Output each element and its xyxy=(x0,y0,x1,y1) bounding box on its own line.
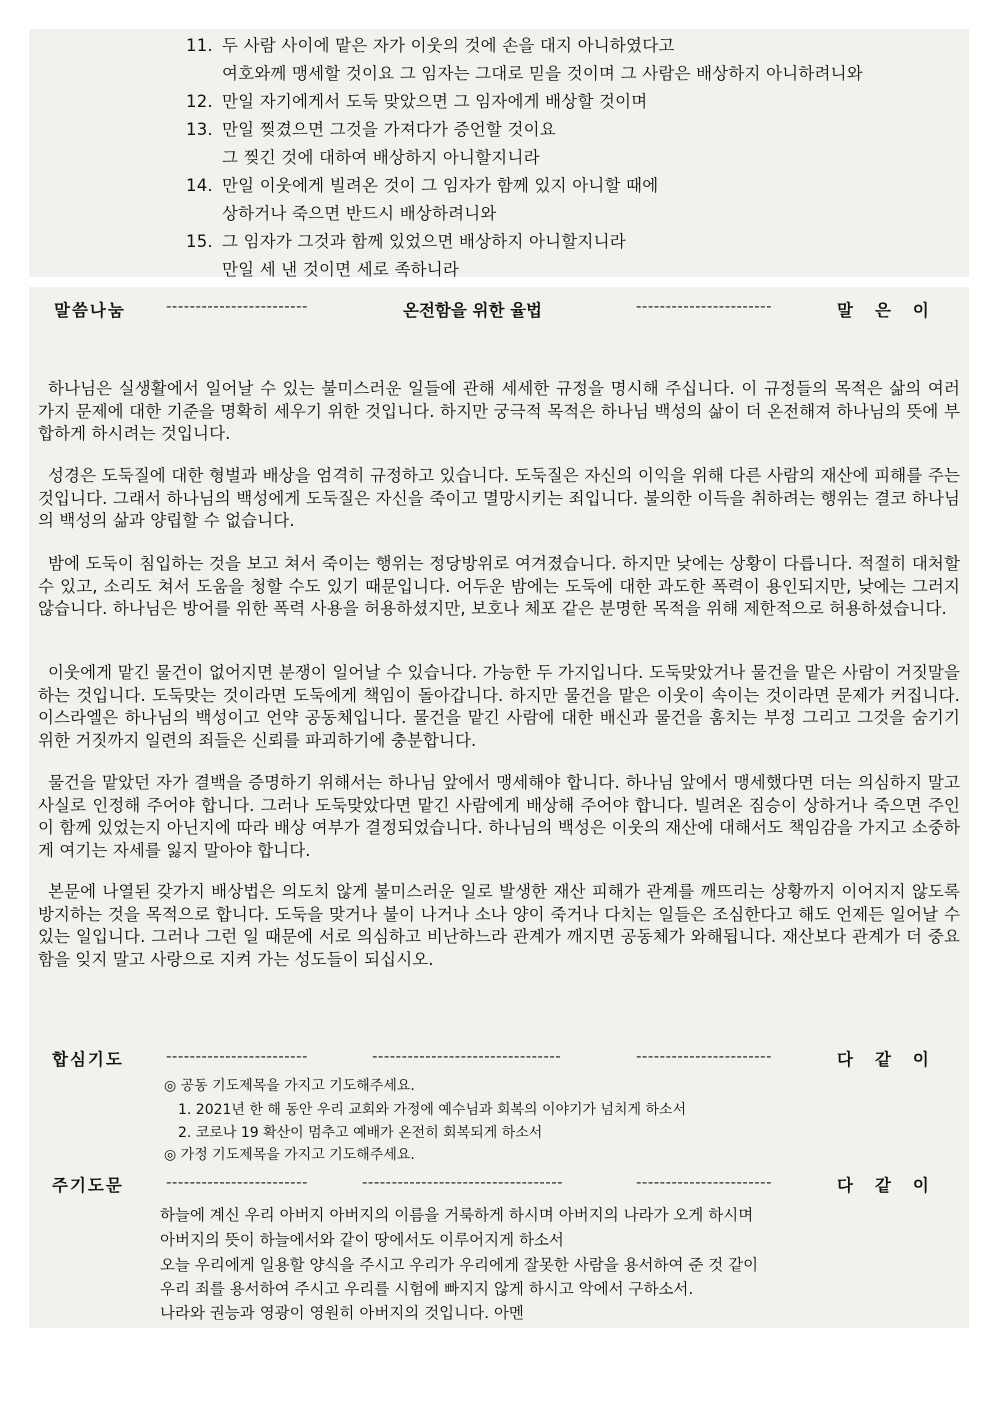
lords-prayer-dash-1: ------------------------ xyxy=(166,1173,308,1191)
sermon-title: 온전함을 위한 율법 xyxy=(403,301,543,320)
verse-11-line-2: 여호와께 맹세할 것이요 그 임자는 그대로 믿을 것이며 그 사람은 배상하지 아니하려니와 xyxy=(222,64,863,83)
lords-prayer-who: 다같이 xyxy=(837,1176,951,1195)
lords-prayer-dash-2: ---------------------------------- xyxy=(362,1173,564,1191)
hapsim-label: 합심기도 xyxy=(52,1050,124,1069)
sermon-paragraph-2: 성경은 도둑질에 대한 형벌과 배상을 엄격히 규정하고 있습니다. 도둑질은 자신의 이익을 위해 다른 사람의 재산에 피해를 주는 것입니다. 그래서 하나님의 백성에게 도둑질은 자신을 죽이고 멸망시키는 죄입니다. 불의한 이득을 취하려는 행위는 결코 하나님의 백성의 삶과 양립할 수 없습니다. xyxy=(38,466,960,530)
lords-prayer-line-2: 아버지의 뜻이 하늘에서와 같이 땅에서도 이루어지게 하소서 xyxy=(160,1231,564,1249)
prayer-topic-2: 2. 코로나 19 확산이 멈추고 예배가 온전히 회복되게 하소서 xyxy=(178,1125,543,1141)
sermon-label: 말씀나눔 xyxy=(54,301,126,320)
scripture-panel xyxy=(29,29,969,277)
lords-prayer-line-1: 하늘에 계신 우리 아버지 아버지의 이름을 거룩하게 하시며 아버지의 나라가 오게 하시며 xyxy=(160,1206,754,1224)
prayer-topic-heading-common: ◎ 공동 기도제목을 가지고 기도해주세요. xyxy=(164,1078,415,1094)
sermon-speaker: 말은이 xyxy=(837,301,951,320)
prayer-topic-1: 1. 2021년 한 해 동안 우리 교회와 가정에 예수님과 회복의 이야기가 넘치게 하소서 xyxy=(178,1102,687,1118)
lords-prayer-line-5: 나라와 권능과 영광이 영원히 아버지의 것입니다. 아멘 xyxy=(160,1304,524,1322)
lords-prayer-dash-3: ----------------------- xyxy=(636,1173,772,1191)
lords-prayer-line-4: 우리 죄를 용서하여 주시고 우리를 시험에 빠지지 않게 하시고 악에서 구하소서. xyxy=(160,1280,694,1298)
hapsim-dash-2: -------------------------------- xyxy=(372,1047,562,1065)
verse-15-line-1: 15. 그 임자가 그것과 함께 있었으면 배상하지 아니할지니라 xyxy=(186,232,626,251)
sermon-panel xyxy=(29,287,969,1328)
verse-12-line-1: 12. 만일 자기에게서 도둑 맞았으면 그 임자에게 배상할 것이며 xyxy=(186,92,648,111)
sermon-paragraph-3: 밤에 도둑이 침입하는 것을 보고 쳐서 죽이는 행위는 정당방위로 여겨졌습니다. 하지만 낮에는 상황이 다릅니다. 적절히 대처할 수 있고, 소리도 쳐서 도움을 청할 수도 있기 때문입니다. 어두운 밤에는 도둑에 대한 과도한 폭력이 용인되지만, 낮에는 그러지 않습니다. 하나님은 방어를 위한 폭력 사용을 허용하셨지만, 보호나 체포 같은 분명한 목적을 위해 제한적으로 허용하셨습니다. xyxy=(38,554,960,618)
verse-13-line-1: 13. 만일 찢겼으면 그것을 가져다가 증언할 것이요 xyxy=(186,120,556,139)
hapsim-dash-3: ----------------------- xyxy=(636,1047,772,1065)
sermon-dash-right: ----------------------- xyxy=(636,297,772,315)
verse-11-line-1: 11. 두 사람 사이에 맡은 자가 이웃의 것에 손을 대지 아니하였다고 xyxy=(186,36,675,55)
lords-prayer-line-3: 오늘 우리에게 일용할 양식을 주시고 우리가 우리에게 잘못한 사람을 용서하여 준 것 같이 xyxy=(160,1256,759,1274)
verse-14-line-2: 상하거나 죽으면 반드시 배상하려니와 xyxy=(222,204,497,223)
sermon-dash-left: ------------------------ xyxy=(166,297,308,315)
hapsim-who: 다같이 xyxy=(837,1050,951,1069)
lords-prayer-label: 주기도문 xyxy=(52,1176,124,1195)
hapsim-dash-1: ------------------------ xyxy=(166,1047,308,1065)
sermon-paragraph-5: 물건을 맡았던 자가 결백을 증명하기 위해서는 하나님 앞에서 맹세해야 합니다. 하나님 앞에서 맹세했다면 더는 의심하지 말고 사실로 인정해 주어야 합니다. 그러나 도둑맞았다면 맡긴 사람에게 배상해 주어야 합니다. 빌려온 짐승이 상하거나 죽으면 주인이 함께 있었는지 아닌지에 따라 배상 여부가 결정되었습니다. 하나님의 백성은 이웃의 재산에 대해서도 책임감을 가지고 소중하게 여기는 자세를 잃지 말아야 합니다. xyxy=(38,773,960,860)
prayer-topic-heading-family: ◎ 가정 기도제목을 가지고 기도해주세요. xyxy=(164,1147,415,1163)
sermon-paragraph-6: 본문에 나열된 갖가지 배상법은 의도치 않게 불미스러운 일로 발생한 재산 피해가 관계를 깨뜨리는 상황까지 이어지지 않도록 방지하는 것을 목적으로 합니다. 도둑을 맞거나 불이 나거나 소나 양이 죽거나 다치는 일들은 조심한다고 해도 언제든 일어날 수 있는 일입니다. 그러나 그런 일 때문에 서로 의심하고 비난하느라 관계가 깨지면 공동체가 와해됩니다. 재산보다 관계가 더 중요함을 잊지 말고 사랑으로 지켜 가는 성도들이 되십시오. xyxy=(38,882,960,969)
sermon-paragraph-1: 하나님은 실생활에서 일어날 수 있는 불미스러운 일들에 관해 세세한 규정을 명시해 주십니다. 이 규정들의 목적은 삶의 여러 가지 문제에 대한 기준을 명확히 세우기 위한 것입니다. 하지만 궁극적 목적은 하나님 백성의 삶이 더 온전해져 하나님의 뜻에 부합하게 하시려는 것입니다. xyxy=(38,379,960,443)
verse-13-line-2: 그 찢긴 것에 대하여 배상하지 아니할지니라 xyxy=(222,148,540,167)
verse-15-line-2: 만일 세 낸 것이면 세로 족하니라 xyxy=(222,260,460,279)
verse-14-line-1: 14. 만일 이웃에게 빌려온 것이 그 임자가 함께 있지 아니할 때에 xyxy=(186,176,659,195)
sermon-paragraph-4: 이웃에게 맡긴 물건이 없어지면 분쟁이 일어날 수 있습니다. 가능한 두 가지입니다. 도둑맞았거나 물건을 맡은 사람이 거짓말을 하는 것입니다. 도둑맞는 것이라면 도둑에게 책임이 돌아갑니다. 하지만 물건을 맡은 이웃이 속이는 것이라면 문제가 커집니다. 이스라엘은 하나님의 백성이고 언약 공동체입니다. 물건을 맡긴 사람에 대한 배신과 물건을 훔치는 부정 그리고 그것을 숨기기 위한 거짓까지 일련의 죄들은 신뢰를 파괴하기에 충분합니다. xyxy=(38,663,960,750)
